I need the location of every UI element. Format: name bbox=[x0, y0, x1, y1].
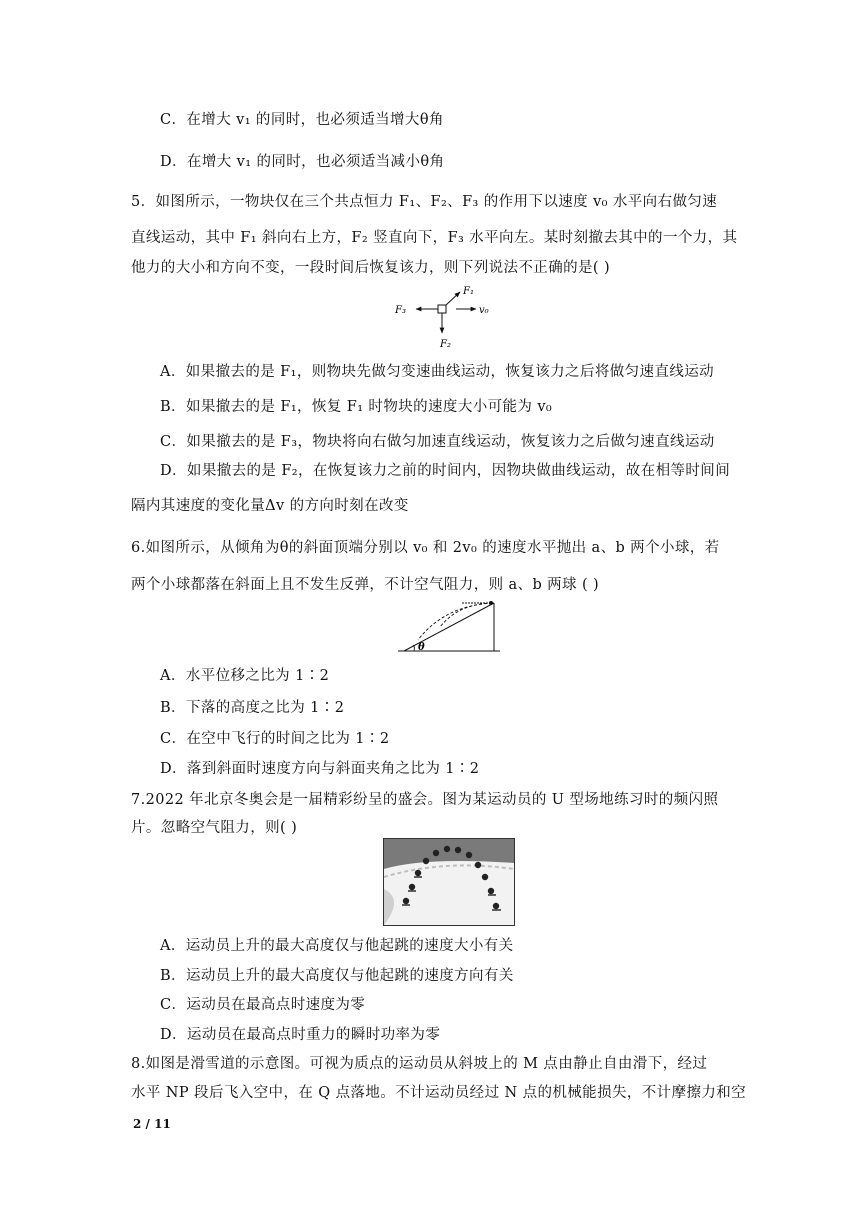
q5-option-d-line-1: D．如果撤去的是 F₂，在恢复该力之前的时间内，因物块做曲线运动，故在相等时间间 bbox=[160, 463, 731, 479]
block-square bbox=[438, 305, 446, 313]
q7-stem-line-1: 7.2022 年北京冬奥会是一届精彩纷呈的盛会。图为某运动员的 U 型场地练习时的频闪照 bbox=[131, 792, 719, 808]
f1-arrow bbox=[446, 292, 460, 305]
q6-stem-line-1: 6.如图所示，从倾角为θ的斜面顶端分别以 v₀ 和 2v₀ 的速度水平抛出 a、b 两个小球，若 bbox=[131, 540, 720, 556]
q5-stem-line-2: 直线运动，其中 F₁ 斜向右上方，F₂ 竖直向下，F₃ 水平向左。某时刻撤去其中的一个力，其 bbox=[131, 230, 738, 246]
q4-option-c: C．在增大 v₁ 的同时，也必须适当增大θ角 bbox=[160, 112, 444, 128]
q5-option-a: A．如果撤去的是 F₁，则物块先做匀变速曲线运动，恢复该力之后将做匀速直线运动 bbox=[160, 364, 715, 380]
f3-label: F₃ bbox=[395, 305, 406, 316]
ball bbox=[489, 601, 493, 605]
q8-stem-line-2: 水平 NP 段后飞入空中，在 Q 点落地。不计运动员经过 N 点的机械能损失，不计摩擦力和空 bbox=[131, 1085, 747, 1101]
theta-label: θ bbox=[418, 642, 425, 653]
q5-stem-line-3: 他力的大小和方向不变，一段时间后恢复该力，则下列说法不正确的是( ) bbox=[131, 260, 611, 276]
q7-stroboscopic-photo bbox=[383, 838, 515, 926]
v0-label: v₀ bbox=[479, 305, 489, 316]
f2-label: F₂ bbox=[440, 339, 451, 350]
q7-option-c: C．运动员在最高点时速度为零 bbox=[160, 997, 366, 1013]
q5-force-diagram bbox=[390, 283, 500, 351]
q6-incline-diagram bbox=[396, 600, 502, 654]
q6-option-b: B．下落的高度之比为 1∶2 bbox=[160, 700, 345, 716]
q7-option-a: A．运动员上升的最大高度仅与他起跳的速度大小有关 bbox=[160, 938, 514, 954]
page-number: 2 / 11 bbox=[133, 1117, 171, 1131]
q6-option-d: D．落到斜面时速度方向与斜面夹角之比为 1∶2 bbox=[160, 761, 480, 777]
q7-option-b: B．运动员上升的最大高度仅与他起跳的速度方向有关 bbox=[160, 968, 514, 984]
q6-option-c: C．在空中飞行的时间之比为 1∶2 bbox=[160, 731, 390, 747]
q5-option-b: B．如果撤去的是 F₁，恢复 F₁ 时物块的速度大小可能为 v₀ bbox=[160, 399, 553, 415]
q4-option-d: D．在增大 v₁ 的同时，也必须适当减小θ角 bbox=[160, 154, 445, 170]
trajectory-b bbox=[418, 603, 492, 640]
q6-option-a: A．水平位移之比为 1∶2 bbox=[160, 668, 330, 684]
q5-option-d-line-2: 隔内其速度的变化量Δv 的方向时刻在改变 bbox=[131, 498, 409, 514]
q7-stem-line-2: 片。忽略空气阻力，则( ) bbox=[131, 820, 298, 836]
q7-option-d: D．运动员在最高点时重力的瞬时功率为零 bbox=[160, 1027, 441, 1043]
q6-stem-line-2: 两个小球都落在斜面上且不发生反弹，不计空气阻力，则 a、b 两球 ( ) bbox=[131, 577, 600, 593]
q5-option-c: C．如果撤去的是 F₃，物块将向右做匀加速直线运动，恢复该力之后做匀速直线运动 bbox=[160, 434, 715, 450]
f1-label: F₁ bbox=[463, 286, 474, 297]
q8-stem-line-1: 8.如图是滑雪道的示意图。可视为质点的运动员从斜坡上的 M 点由静止自由滑下，经过 bbox=[131, 1056, 708, 1072]
q5-stem-line-1: 5．如图所示，一物块仅在三个共点恒力 F₁、F₂、F₃ 的作用下以速度 v₀ 水平向右做匀速 bbox=[131, 194, 718, 210]
